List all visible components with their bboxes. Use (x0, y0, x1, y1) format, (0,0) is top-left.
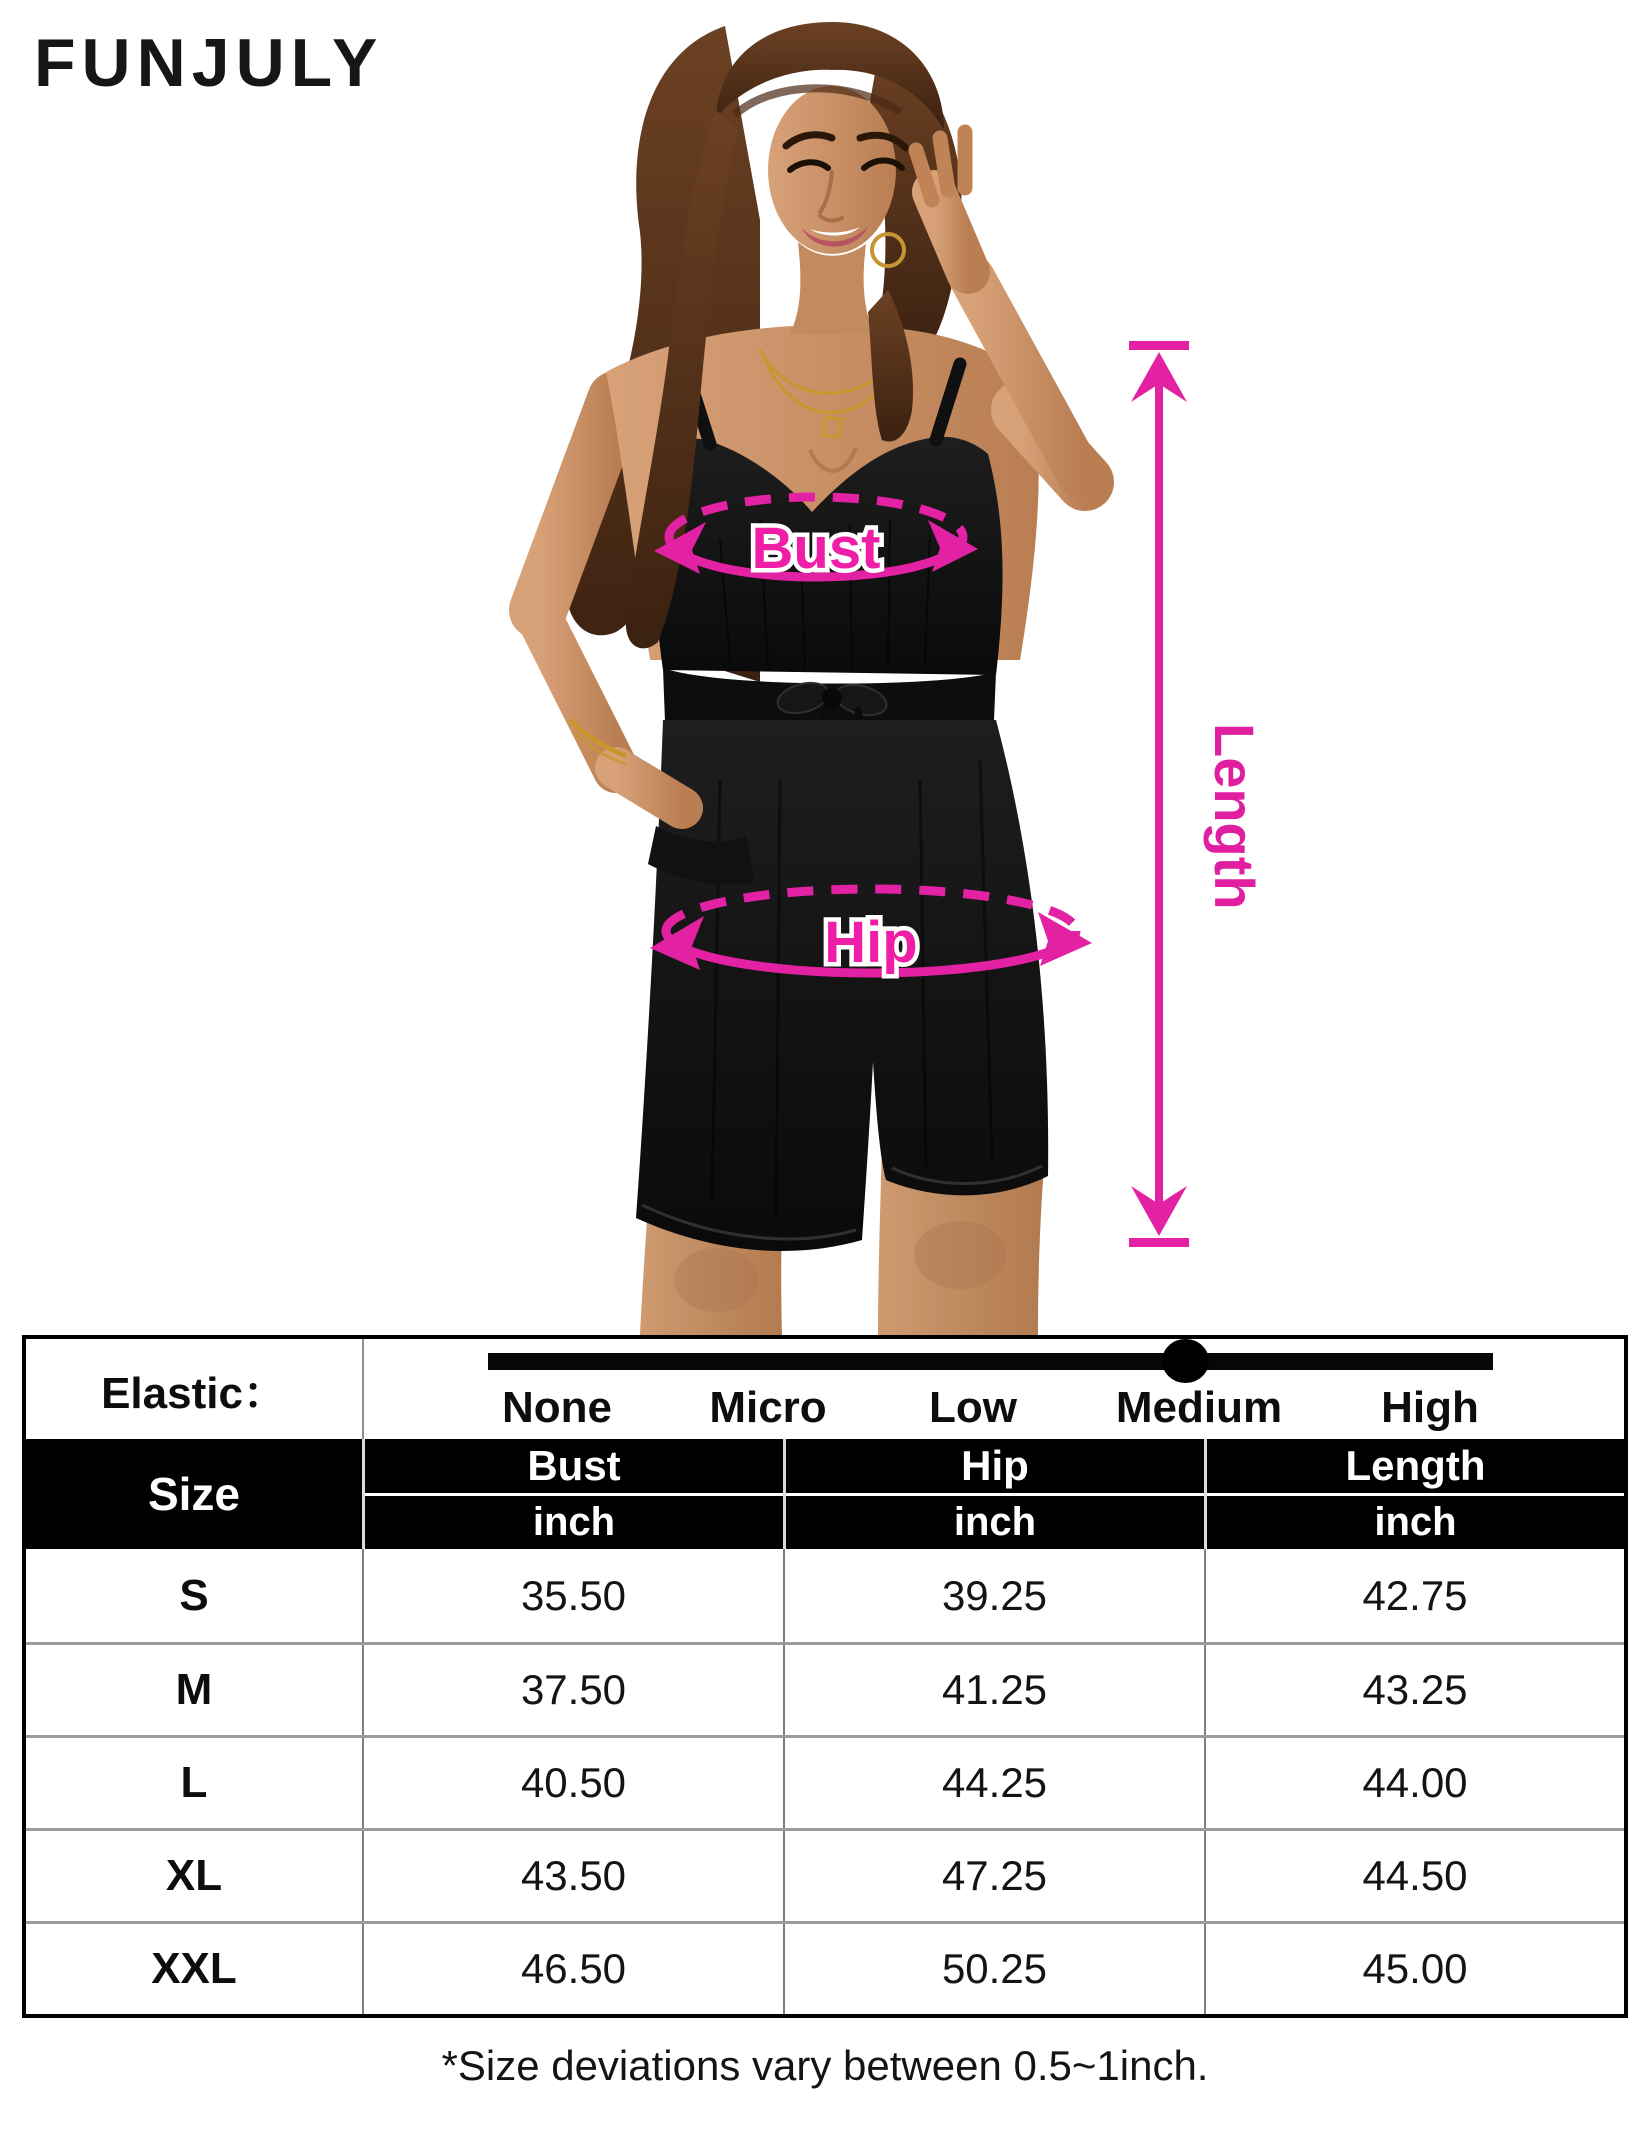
table-row (26, 1549, 1624, 1642)
bow-knot (822, 688, 842, 708)
header-col-length (1204, 1439, 1624, 1549)
row-bust: 37.50 (362, 1645, 783, 1735)
elastic-slider-dot (1162, 1339, 1209, 1383)
row-hip: 44.25 (783, 1738, 1204, 1828)
elastic-option-none: None (502, 1383, 612, 1432)
neck (790, 242, 874, 334)
header-col-bust (362, 1439, 783, 1549)
header-length-unit: inch (1374, 1500, 1457, 1544)
header-col-hip (783, 1439, 1204, 1549)
length-arrow-up (1131, 352, 1187, 402)
row-size: S (179, 1570, 209, 1620)
length-label: Length (1203, 723, 1266, 910)
length-cap-top (1129, 341, 1189, 350)
elastic-scale (362, 1339, 1624, 1439)
header-length-name: Length (1207, 1439, 1624, 1496)
elastic-option-medium: Medium (1115, 1383, 1283, 1432)
row-bust: 43.50 (362, 1831, 783, 1921)
model-illustration (420, 20, 1120, 1335)
table-row (26, 1921, 1624, 2014)
row-bust: 35.50 (362, 1549, 783, 1642)
row-bust: 40.50 (362, 1738, 783, 1828)
table-row (26, 1828, 1624, 1921)
hip-label: Hip (824, 910, 918, 975)
row-length: 45.00 (1204, 1924, 1624, 2014)
elastic-option-micro: Micro (709, 1383, 827, 1432)
length-arrow-down (1131, 1186, 1187, 1236)
elastic-option-high: High (1381, 1383, 1479, 1432)
bust-label: Bust (751, 516, 881, 581)
header-size: Size (147, 1468, 241, 1520)
elastic-label: Elastic： (101, 1369, 287, 1418)
row-size: XXL (151, 1944, 237, 1993)
row-length: 43.25 (1204, 1645, 1624, 1735)
knee-shade-left (674, 1248, 758, 1312)
row-hip: 50.25 (783, 1924, 1204, 2014)
row-length: 44.00 (1204, 1738, 1624, 1828)
size-table (22, 1335, 1628, 2018)
header-hip-name: Hip (786, 1439, 1204, 1496)
row-hip: 39.25 (783, 1549, 1204, 1642)
elastic-slider-bar (488, 1353, 1493, 1370)
row-size: L (180, 1758, 208, 1807)
row-length: 42.75 (1204, 1549, 1624, 1642)
header-bust-name: Bust (365, 1439, 783, 1496)
table-row (26, 1735, 1624, 1828)
row-hip: 47.25 (783, 1831, 1204, 1921)
row-length: 44.50 (1204, 1831, 1624, 1921)
right-hand (934, 192, 968, 272)
row-size: XL (165, 1851, 223, 1900)
knee-shade-right (914, 1221, 1006, 1289)
elastic-row (26, 1339, 1624, 1439)
table-row (26, 1642, 1624, 1735)
header-bust-unit: inch (532, 1500, 616, 1544)
model-photo (420, 20, 1120, 1335)
size-deviation-note: *Size deviations vary between 0.5~1inch. (441, 2042, 1209, 2089)
table-header (26, 1439, 1624, 1549)
row-bust: 46.50 (362, 1924, 783, 2014)
length-cap-bottom (1129, 1238, 1189, 1247)
row-hip: 41.25 (783, 1645, 1204, 1735)
header-hip-unit: inch (953, 1500, 1037, 1544)
brand-logo: FUNJULY (34, 25, 384, 101)
row-size: M (175, 1665, 213, 1714)
elastic-option-low: Low (929, 1383, 1017, 1432)
